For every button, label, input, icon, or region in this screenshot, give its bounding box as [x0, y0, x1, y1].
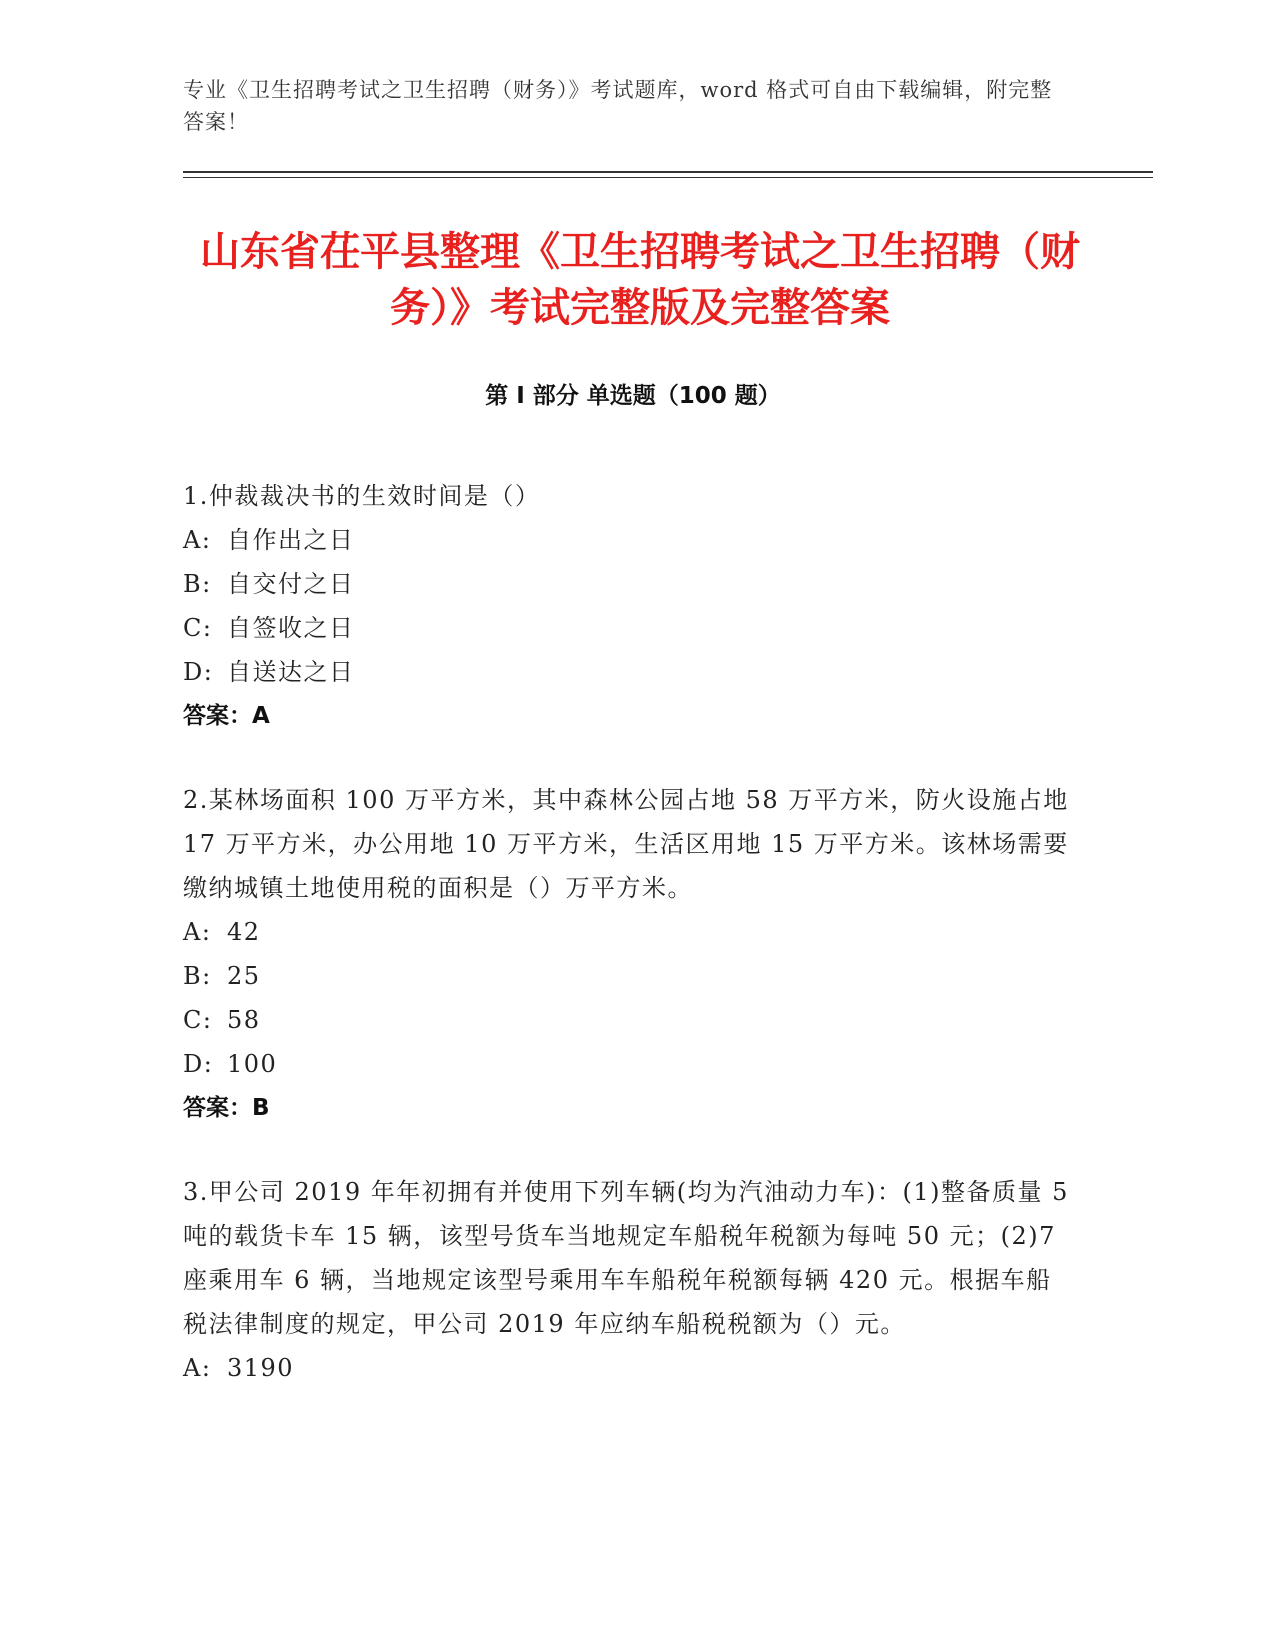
header-divider-thin — [183, 177, 1153, 178]
header-divider-thick — [183, 171, 1153, 173]
option-key: A: — [183, 526, 212, 554]
option-key: D: — [183, 1050, 214, 1078]
option-text: 42 — [227, 918, 261, 946]
option-c — [183, 606, 1073, 650]
option-b — [183, 954, 1073, 998]
option-c — [183, 998, 1073, 1042]
option-text: 100 — [227, 1050, 278, 1078]
option-key: A: — [183, 1354, 212, 1382]
option-text: 自交付之日 — [227, 570, 355, 598]
option-key: C: — [183, 614, 213, 642]
option-a — [183, 518, 1073, 562]
answer-label: 答案：B — [183, 1095, 270, 1121]
question-stem: 1.仲裁裁决书的生效时间是（） — [183, 482, 541, 510]
option-a — [183, 1346, 1073, 1390]
document-title: 山东省茌平县整理《卫生招聘考试之卫生招聘（财务）》考试完整版及完整答案 — [200, 229, 1080, 331]
question-2 — [183, 778, 1073, 1130]
option-text: 自签收之日 — [227, 614, 355, 642]
option-text: 3190 — [227, 1354, 295, 1382]
answer-label: 答案：A — [183, 703, 270, 729]
section-title: 第 I 部分 单选题（100 题） — [485, 383, 781, 409]
option-b — [183, 562, 1073, 606]
question-list — [183, 474, 1073, 1430]
option-key: B: — [183, 570, 212, 598]
option-key: C: — [183, 1006, 213, 1034]
option-key: D: — [183, 658, 214, 686]
option-d — [183, 1042, 1073, 1086]
question-stem: 3.甲公司 2019 年年初拥有并使用下列车辆(均为汽油动力车)：(1)整备质量 5 吨的载货卡车 15 辆，该型号货车当地规定车船税年税额为每吨 50 元；(2)7 座乘用车 6 辆，当地规定该型号乘用车车船税年税额每辆 420 元。根据车船税法律制度的规定，甲公司 2019 年应纳车船税税额为（）元。 — [183, 1178, 1069, 1338]
option-text: 58 — [227, 1006, 261, 1034]
option-key: B: — [183, 962, 212, 990]
question-1 — [183, 474, 1073, 738]
question-stem: 2.某林场面积 100 万平方米，其中森林公园占地 58 万平方米，防火设施占地 17 万平方米，办公用地 10 万平方米，生活区用地 15 万平方米。该林场需要缴纳城镇土地使用税的面积是（）万平方米。 — [183, 786, 1069, 902]
option-text: 25 — [227, 962, 261, 990]
option-d — [183, 650, 1073, 694]
option-a — [183, 910, 1073, 954]
question-3 — [183, 1170, 1073, 1390]
option-text: 自作出之日 — [227, 526, 355, 554]
option-text: 自送达之日 — [227, 658, 355, 686]
header-note: 专业《卫生招聘考试之卫生招聘（财务）》考试题库，word 格式可自由下载编辑，附完整答案！ — [183, 78, 1053, 134]
option-key: A: — [183, 918, 212, 946]
